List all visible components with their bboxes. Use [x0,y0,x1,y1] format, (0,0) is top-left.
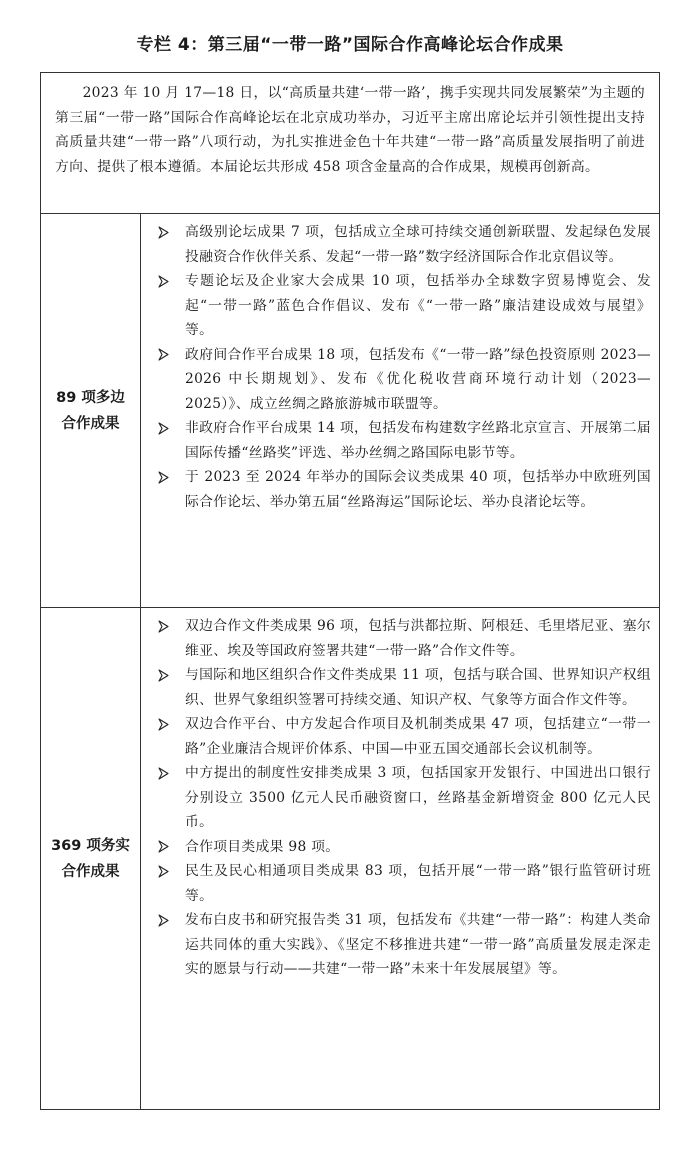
arrow-bullet-icon [153,908,173,933]
arrow-bullet-icon [153,614,173,639]
item-list [141,608,659,1109]
arrow-bullet-icon [153,465,173,490]
arrow-bullet-icon [153,416,173,441]
arrow-bullet-icon [153,835,173,860]
item-text: 民生及民心相通项目类成果 83 项，包括开展“一带一路”银行监管研讨班等。 [185,863,651,904]
page-title: 专栏 4：第三届“一带一路”国际合作高峰论坛合作成果 [136,35,564,55]
list-item [153,908,651,982]
intro-paragraph: 2023 年 10 月 17—18 日，以“高质量共建‘一带一路’，携手实现共同发展繁荣”为主题的第三届“一带一路”国际合作高峰论坛在北京成功举办，习近平主席出席论坛并引领性提出支持高质量共建“一带一路”八项行动，为扎实推进金色十年共建“一带一路”高质量发展指明了前进方向、提供了根本遵循。本届论坛共形成 458 项含金量高的合作成果，规模再创新高。 [41,73,659,214]
item-text: 政府间合作平台成果 18 项，包括发布《“一带一路”绿色投资原则 2023—2026 中长期规划》、发布《优化税收营商环境行动计划（2023—2025）》、成立丝绸之路旅游城市联盟等。 [185,346,651,412]
arrow-bullet-icon [153,761,173,786]
arrow-bullet-icon [153,220,173,245]
list-item [153,416,651,465]
item-text: 双边合作平台、中方发起合作项目及机制类成果 47 项，包括建立“一带一路”企业廉洁合规评价体系、中国—中亚五国交通部长会议机制等。 [185,716,651,757]
item-text: 发布白皮书和研究报告类 31 项，包括发布《共建“一带一路”：构建人类命运共同体的重大实践》、《坚定不移推进共建“一带一路”高质量发展走深走实的愿景与行动——共建“一带一路”未来十年发展展望》等。 [185,912,651,977]
row-label-multilateral [41,214,141,607]
list-item [153,663,651,712]
list-item [153,220,651,269]
item-text: 非政府合作平台成果 14 项，包括发布构建数字丝路北京宣言、开展第二届国际传播“丝路奖”评选、举办丝绸之路国际电影节等。 [185,420,651,461]
item-text: 中方提出的制度性安排类成果 3 项，包括国家开发银行、中国进出口银行分别设立 3500 亿元人民币融资窗口，丝路基金新增资金 800 亿元人民币。 [185,765,651,830]
item-text: 合作项目类成果 98 项。 [185,838,340,855]
arrow-bullet-icon [153,269,173,294]
arrow-bullet-icon [153,712,173,737]
results-table [40,72,660,1110]
list-item [153,269,651,343]
list-item [153,835,651,860]
row-label-line: 合作成果 [61,863,120,880]
item-list [141,214,659,607]
table-row-practical [41,608,659,1109]
row-label-line: 合作成果 [61,415,120,432]
item-text: 双边合作文件类成果 96 项，包括与洪都拉斯、阿根廷、毛里塔尼亚、塞尔维亚、埃及等国政府签署共建“一带一路”合作文件等。 [185,618,651,659]
row-label-line: 369 项务实 [51,837,130,854]
arrow-bullet-icon [153,859,173,884]
row-label-practical [41,608,141,1109]
table-row-multilateral [41,214,659,608]
list-item [153,465,651,514]
row-label-line: 89 项多边 [56,389,125,406]
list-item [153,343,651,417]
list-item [153,614,651,663]
list-item [153,712,651,761]
list-item [153,761,651,835]
item-text: 与国际和地区组织合作文件类成果 11 项，包括与联合国、世界知识产权组织、世界气象组织签署可持续交通、知识产权、气象等方面合作文件等。 [185,667,651,708]
arrow-bullet-icon [153,663,173,688]
item-text: 于 2023 至 2024 年举办的国际会议类成果 40 项，包括举办中欧班列国际合作论坛、举办第五届“丝路海运”国际论坛、举办良渚论坛等。 [185,469,651,510]
item-text: 高级别论坛成果 7 项，包括成立全球可持续交通创新联盟、发起绿色发展投融资合作伙伴关系、发起“一带一路”数字经济国际合作北京倡议等。 [185,224,651,265]
item-text: 专题论坛及企业家大会成果 10 项，包括举办全球数字贸易博览会、发起“一带一路”蓝色合作倡议、发布《“一带一路”廉洁建设成效与展望》等。 [185,273,651,338]
list-item [153,859,651,908]
arrow-bullet-icon [153,343,173,368]
